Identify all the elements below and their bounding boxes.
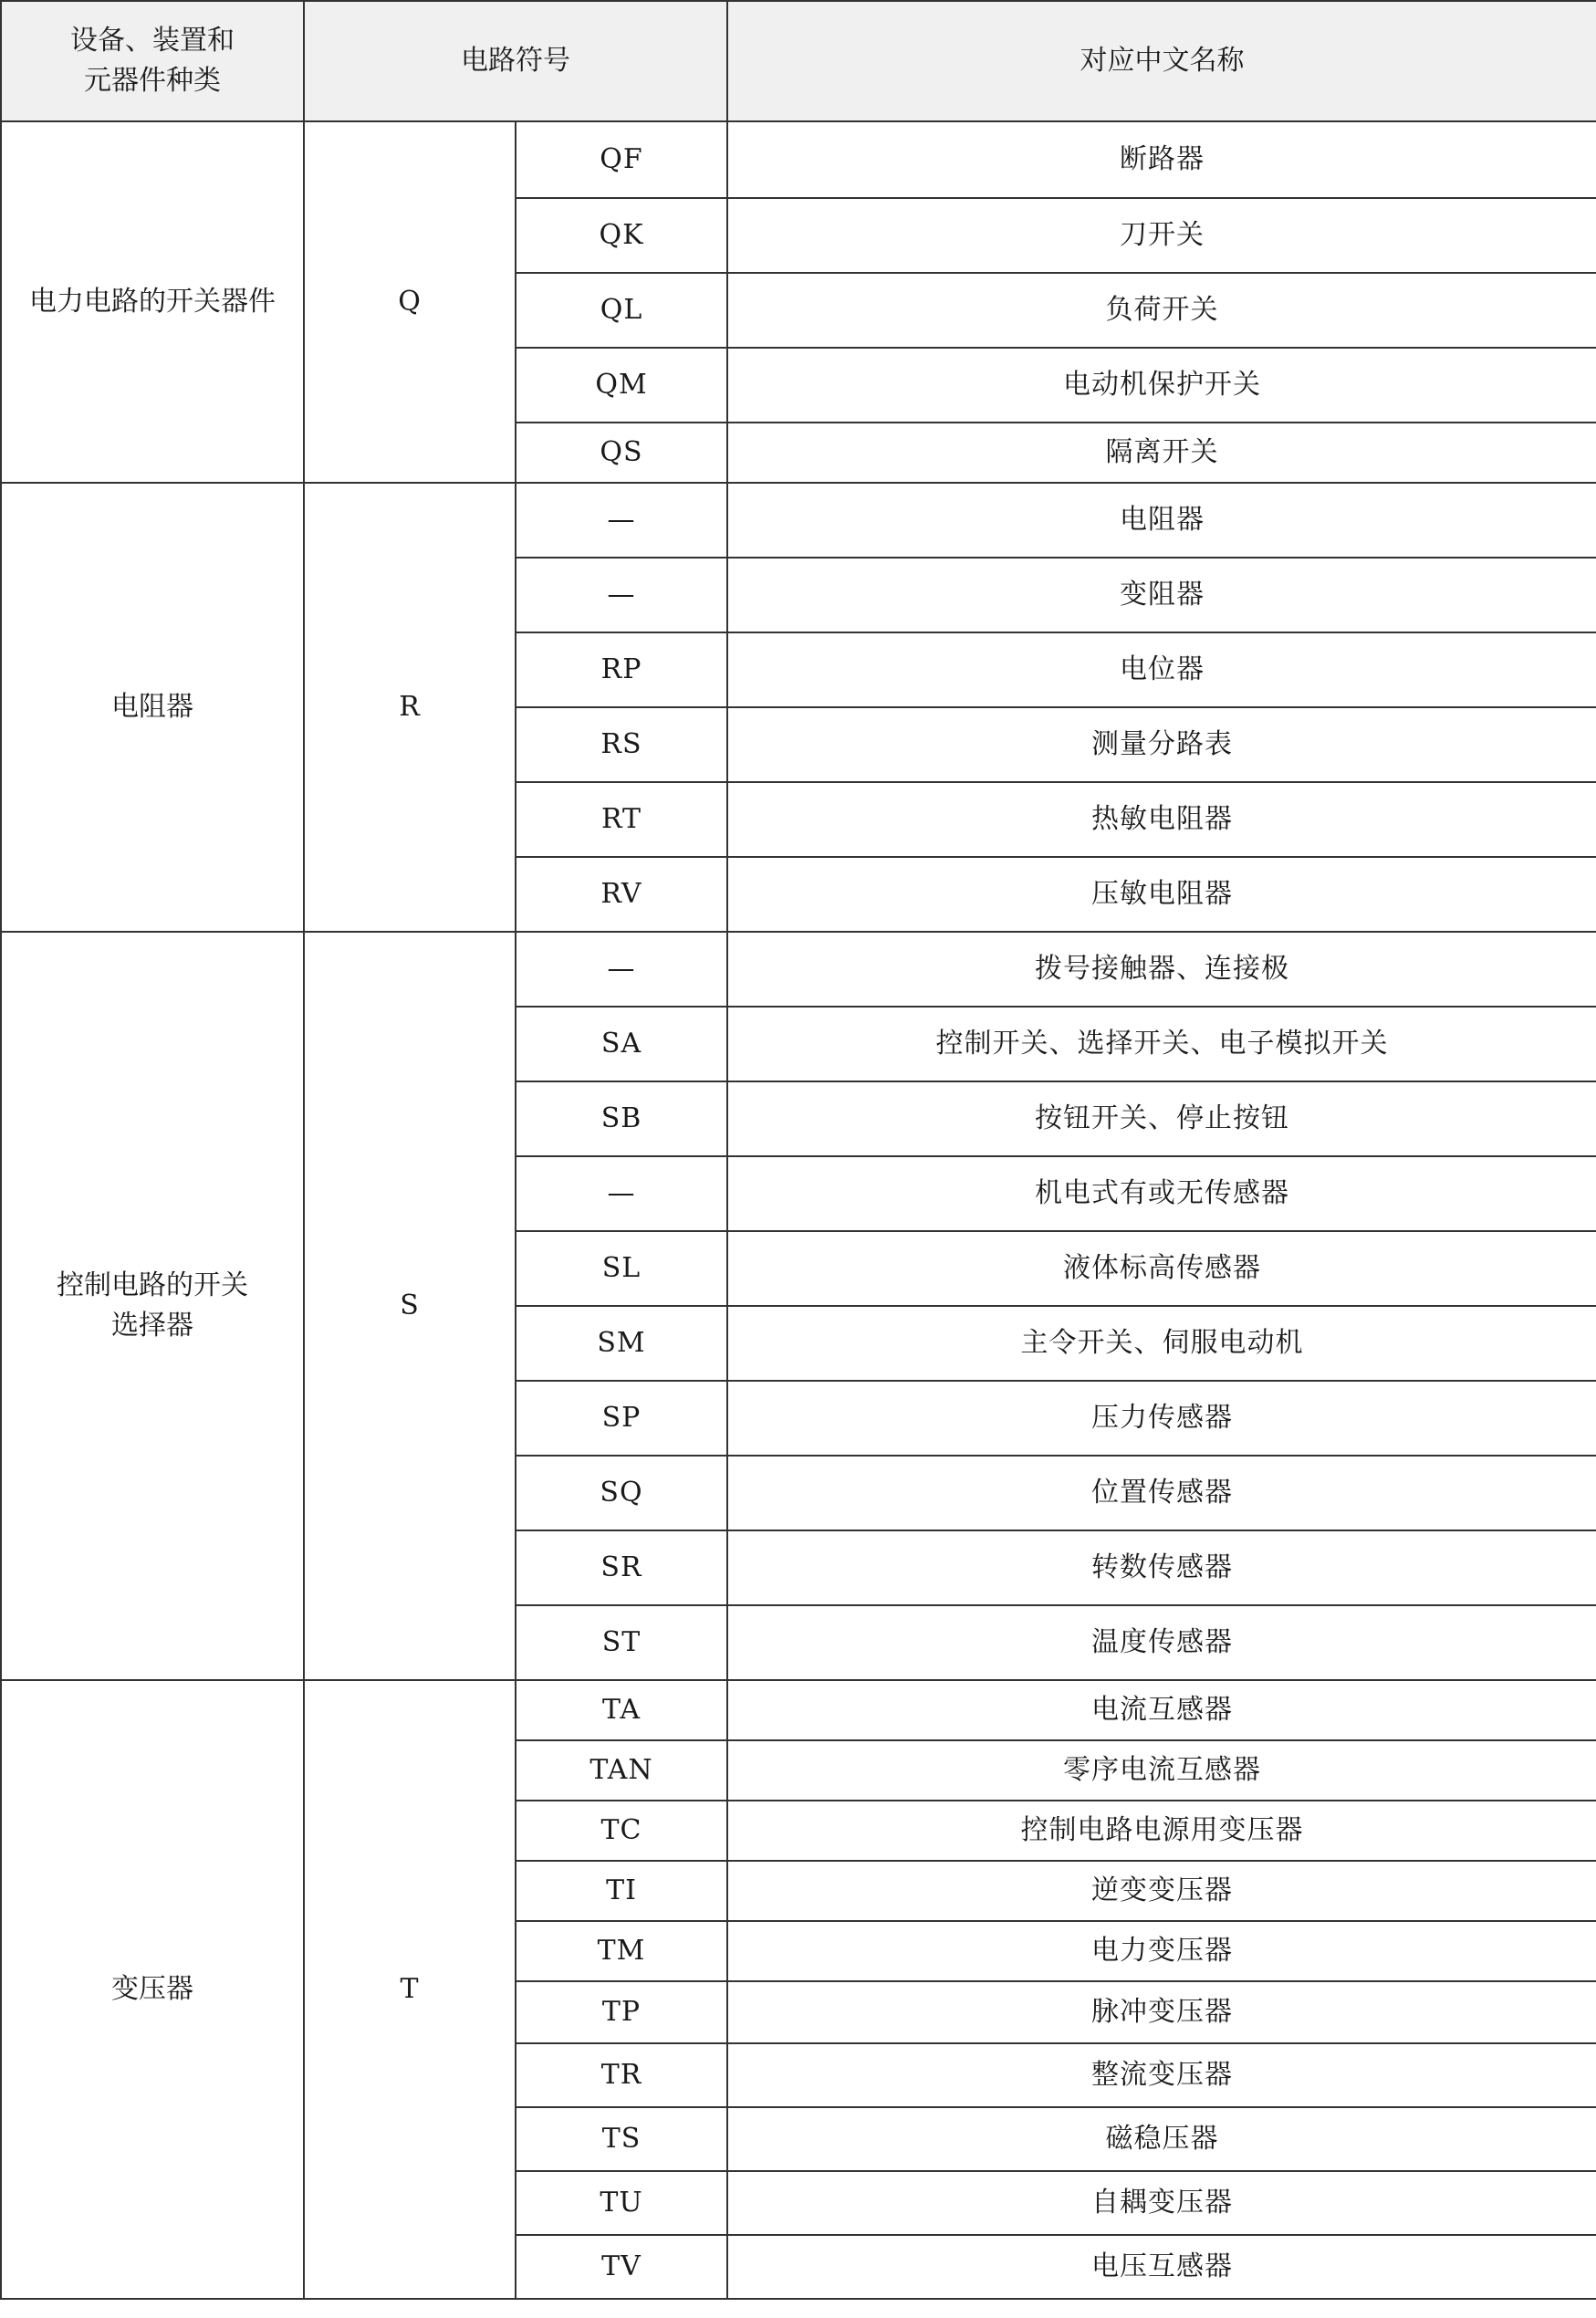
name-cell: 转数传感器 (727, 1530, 1596, 1605)
name-cell: 拨号接触器、连接极 (727, 932, 1596, 1007)
table-row (1, 932, 1596, 1007)
code-cell: SB (516, 1081, 727, 1156)
code-cell: RT (516, 782, 727, 857)
name-cell: 磁稳压器 (727, 2107, 1596, 2171)
code-cell: QK (516, 198, 727, 273)
header-row (1, 1, 1596, 121)
code-cell: SQ (516, 1456, 727, 1530)
code-cell: QS (516, 423, 727, 483)
name-cell: 负荷开关 (727, 273, 1596, 348)
main-symbol-cell: T (304, 1680, 516, 2299)
code-cell: SM (516, 1306, 727, 1381)
code-cell: TAN (516, 1740, 727, 1801)
name-cell: 电阻器 (727, 483, 1596, 558)
code-cell: SR (516, 1530, 727, 1605)
code-cell: ST (516, 1605, 727, 1680)
code-cell: — (516, 558, 727, 632)
main-symbol-cell: R (304, 483, 516, 932)
name-cell: 主令开关、伺服电动机 (727, 1306, 1596, 1381)
name-cell: 压敏电阻器 (727, 857, 1596, 932)
name-cell: 电位器 (727, 632, 1596, 707)
table-body (1, 1, 1596, 2299)
code-cell: SP (516, 1381, 727, 1456)
name-cell: 自耦变压器 (727, 2171, 1596, 2235)
table-row (1, 1680, 1596, 1740)
name-cell: 压力传感器 (727, 1381, 1596, 1456)
name-cell: 零序电流互感器 (727, 1740, 1596, 1801)
main-symbol-cell: Q (304, 121, 516, 483)
code-cell: RP (516, 632, 727, 707)
code-cell: TS (516, 2107, 727, 2171)
main-symbol-cell: S (304, 932, 516, 1680)
name-cell: 热敏电阻器 (727, 782, 1596, 857)
code-cell: RS (516, 707, 727, 782)
header-category: 设备、装置和 元器件种类 (1, 1, 304, 121)
name-cell: 温度传感器 (727, 1605, 1596, 1680)
name-cell: 断路器 (727, 121, 1596, 198)
code-cell: TI (516, 1861, 727, 1921)
name-cell: 刀开关 (727, 198, 1596, 273)
name-cell: 电动机保护开关 (727, 348, 1596, 423)
code-cell: QL (516, 273, 727, 348)
code-cell: — (516, 483, 727, 558)
name-cell: 测量分路表 (727, 707, 1596, 782)
code-cell: TU (516, 2171, 727, 2235)
name-cell: 控制电路电源用变压器 (727, 1801, 1596, 1861)
category-cell: 电阻器 (1, 483, 304, 932)
table-row (1, 483, 1596, 558)
code-cell: TC (516, 1801, 727, 1861)
code-cell: TP (516, 1981, 727, 2043)
code-cell: SL (516, 1231, 727, 1306)
name-cell: 液体标高传感器 (727, 1231, 1596, 1306)
category-cell: 控制电路的开关 选择器 (1, 932, 304, 1680)
name-cell: 电压互感器 (727, 2235, 1596, 2299)
code-cell: — (516, 1156, 727, 1231)
name-cell: 电流互感器 (727, 1680, 1596, 1740)
code-cell: TR (516, 2043, 727, 2107)
header-name: 对应中文名称 (727, 1, 1596, 121)
category-cell: 电力电路的开关器件 (1, 121, 304, 483)
table-row (1, 121, 1596, 198)
code-cell: QF (516, 121, 727, 198)
name-cell: 脉冲变压器 (727, 1981, 1596, 2043)
name-cell: 逆变变压器 (727, 1861, 1596, 1921)
code-cell: SA (516, 1007, 727, 1081)
name-cell: 机电式有或无传感器 (727, 1156, 1596, 1231)
name-cell: 位置传感器 (727, 1456, 1596, 1530)
code-cell: QM (516, 348, 727, 423)
code-cell: TV (516, 2235, 727, 2299)
code-cell: TM (516, 1921, 727, 1981)
name-cell: 整流变压器 (727, 2043, 1596, 2107)
category-cell: 变压器 (1, 1680, 304, 2299)
header-symbol: 电路符号 (304, 1, 727, 121)
name-cell: 控制开关、选择开关、电子模拟开关 (727, 1007, 1596, 1081)
name-cell: 隔离开关 (727, 423, 1596, 483)
code-cell: RV (516, 857, 727, 932)
code-cell: — (516, 932, 727, 1007)
code-cell: TA (516, 1680, 727, 1740)
name-cell: 电力变压器 (727, 1921, 1596, 1981)
name-cell: 按钮开关、停止按钮 (727, 1081, 1596, 1156)
name-cell: 变阻器 (727, 558, 1596, 632)
